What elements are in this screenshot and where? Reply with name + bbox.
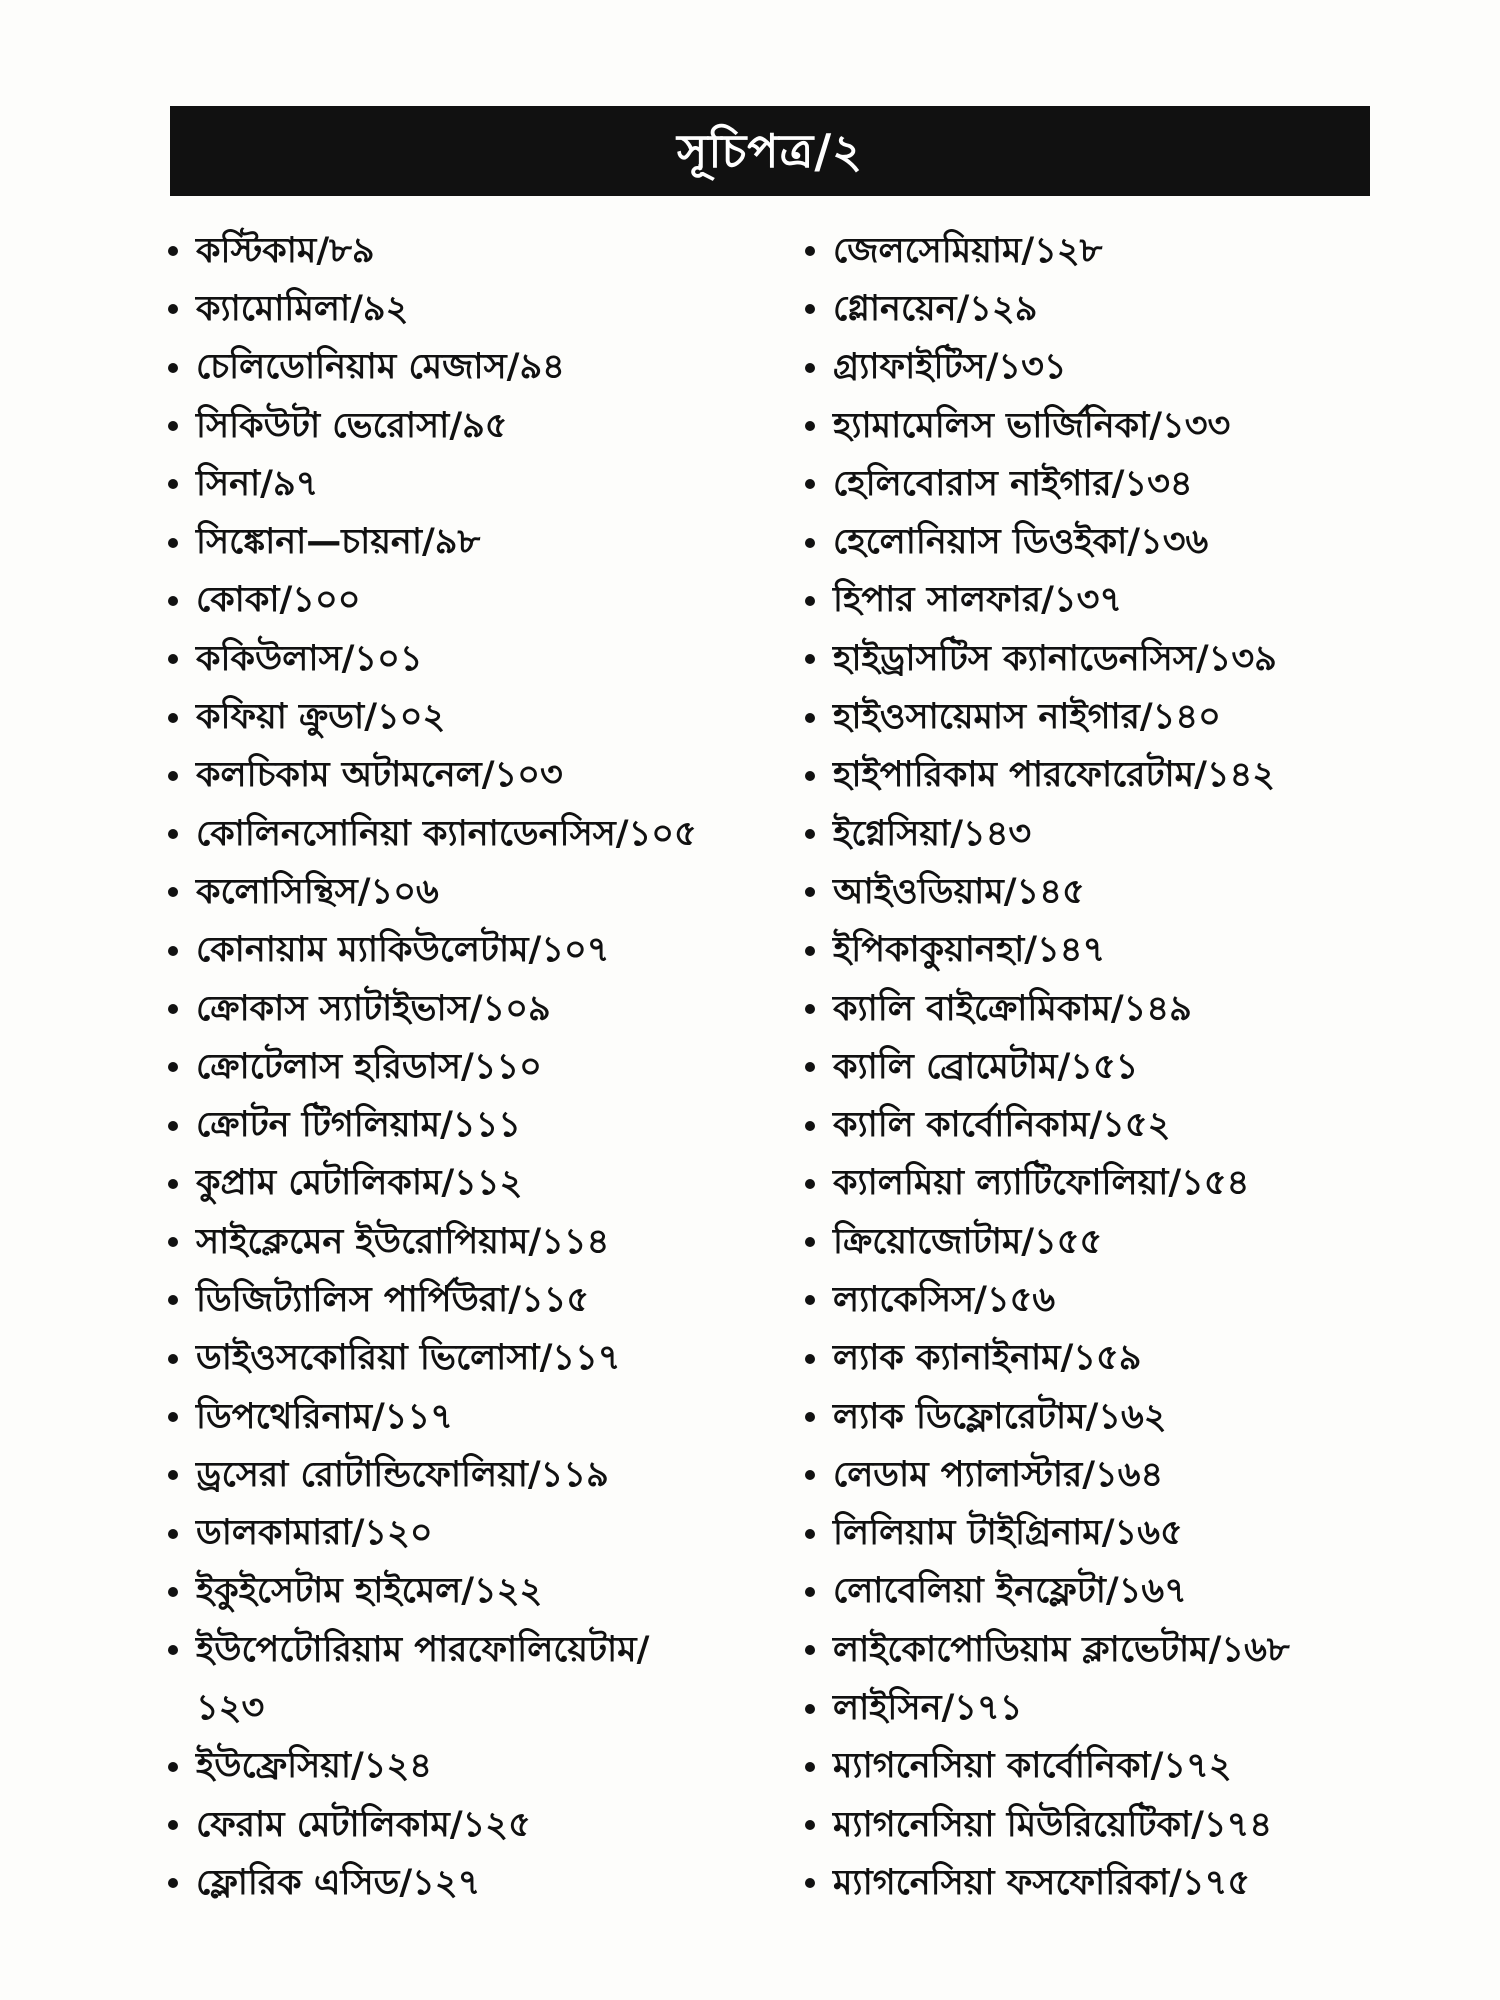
left-column-list bbox=[168, 222, 788, 1913]
bullet-icon bbox=[168, 1237, 178, 1247]
list-item bbox=[805, 1563, 1385, 1621]
list-item bbox=[805, 747, 1385, 805]
list-item bbox=[168, 1563, 788, 1621]
list-item-text: সিকিউটা ভেরোসা/৯৫ bbox=[196, 405, 508, 446]
bullet-icon bbox=[168, 1062, 178, 1072]
list-item-text: জেলসেমিয়াম/১২৮ bbox=[833, 230, 1103, 271]
bullet-icon bbox=[168, 946, 178, 956]
list-item bbox=[805, 572, 1385, 630]
list-item-text: লেডাম প্যালাস্টার/১৬৪ bbox=[833, 1454, 1164, 1495]
header-bar bbox=[170, 106, 1370, 196]
bullet-icon bbox=[168, 1412, 178, 1422]
list-item-text: ইপিকাকুয়ানহা/১৪৭ bbox=[833, 930, 1106, 971]
list-item-text: ল্যাক ডিফ্লোরেটাম/১৬২ bbox=[833, 1396, 1167, 1437]
bullet-icon bbox=[168, 363, 178, 373]
bullet-icon bbox=[805, 1062, 815, 1072]
list-item-text: আইওডিয়াম/১৪৫ bbox=[833, 871, 1085, 912]
bullet-icon bbox=[805, 1704, 815, 1714]
bullet-icon bbox=[168, 1587, 178, 1597]
list-item-text: ম্যাগনেসিয়া কার্বোনিকা/১৭২ bbox=[833, 1746, 1232, 1787]
bullet-icon bbox=[168, 1820, 178, 1830]
list-item bbox=[168, 1096, 788, 1154]
list-item-text: ককিউলাস/১০১ bbox=[196, 638, 423, 679]
list-item bbox=[168, 1155, 788, 1213]
bullet-icon bbox=[805, 1645, 815, 1655]
bullet-icon bbox=[805, 1179, 815, 1189]
list-item bbox=[168, 922, 788, 980]
list-item-text: কস্টিকাম/৮৯ bbox=[196, 230, 375, 271]
list-item-text: গ্র্যাফাইটিস/১৩১ bbox=[833, 347, 1067, 388]
list-item-text: ক্রোটেলাস হরিডাস/১১০ bbox=[196, 1046, 542, 1087]
list-item bbox=[805, 1446, 1385, 1504]
bullet-icon bbox=[805, 887, 815, 897]
bullet-icon bbox=[805, 1237, 815, 1247]
list-item-text: হাইওসায়েমাস নাইগার/১৪০ bbox=[833, 697, 1221, 738]
bullet-icon bbox=[168, 246, 178, 256]
list-item bbox=[805, 280, 1385, 338]
list-item-text: ল্যাকেসিস/১৫৬ bbox=[833, 1279, 1056, 1320]
list-item-text: হিপার সালফার/১৩৭ bbox=[833, 580, 1123, 621]
bullet-icon bbox=[168, 1762, 178, 1772]
list-item bbox=[805, 455, 1385, 513]
list-item-text: হেলিবোরাস নাইগার/১৩৪ bbox=[833, 463, 1193, 504]
bullet-icon bbox=[168, 304, 178, 314]
bullet-icon bbox=[805, 1470, 815, 1480]
bullet-icon bbox=[168, 479, 178, 489]
list-item-text: কফিয়া ক্রুডা/১০২ bbox=[196, 697, 446, 738]
bullet-icon bbox=[805, 1354, 815, 1364]
list-item bbox=[168, 805, 788, 863]
list-item-text: কোকা/১০০ bbox=[196, 580, 361, 621]
list-item bbox=[805, 688, 1385, 746]
bullet-icon bbox=[805, 1295, 815, 1305]
list-item-text: হ্যামামেলিস ভার্জিনিকা/১৩৩ bbox=[833, 405, 1231, 446]
bullet-icon bbox=[168, 829, 178, 839]
bullet-icon bbox=[168, 1295, 178, 1305]
bullet-icon bbox=[805, 829, 815, 839]
list-item bbox=[168, 1505, 788, 1563]
list-item bbox=[805, 1388, 1385, 1446]
list-item bbox=[805, 1213, 1385, 1271]
list-item bbox=[168, 1330, 788, 1388]
list-item bbox=[168, 1621, 788, 1738]
bullet-icon bbox=[168, 538, 178, 548]
list-item bbox=[805, 1155, 1385, 1213]
list-item-text: ফ্লোরিক এসিড/১২৭ bbox=[196, 1862, 481, 1903]
list-item-text: ফেরাম মেটালিকাম/১২৫ bbox=[196, 1804, 531, 1845]
list-item-text: ইউপেটোরিয়াম পারফোলিয়েটাম/১২৩ bbox=[196, 1630, 650, 1729]
list-item bbox=[168, 1213, 788, 1271]
list-item-text: লাইকোপোডিয়াম ক্লাভেটাম/১৬৮ bbox=[833, 1629, 1290, 1670]
list-item bbox=[805, 1621, 1385, 1679]
list-item-text: গ্লোনয়েন/১২৯ bbox=[833, 288, 1038, 329]
list-item bbox=[168, 397, 788, 455]
list-item bbox=[168, 1796, 788, 1854]
list-item-text: ডাইওসকোরিয়া ভিলোসা/১১৭ bbox=[196, 1338, 621, 1379]
list-item bbox=[168, 222, 788, 280]
bullet-icon bbox=[168, 654, 178, 664]
list-item bbox=[805, 1330, 1385, 1388]
list-item bbox=[805, 1796, 1385, 1854]
list-item bbox=[805, 980, 1385, 1038]
list-item bbox=[805, 1505, 1385, 1563]
bullet-icon bbox=[168, 1121, 178, 1131]
bullet-icon bbox=[168, 1004, 178, 1014]
bullet-icon bbox=[168, 1179, 178, 1189]
list-item-text: ক্যালি কার্বোনিকাম/১৫২ bbox=[833, 1105, 1171, 1146]
right-column-list bbox=[805, 222, 1385, 1913]
bullet-icon bbox=[168, 1645, 178, 1655]
list-item bbox=[168, 1038, 788, 1096]
list-item-text: লাইসিন/১৭১ bbox=[833, 1688, 1023, 1729]
list-item bbox=[168, 688, 788, 746]
bullet-icon bbox=[805, 1412, 815, 1422]
bullet-icon bbox=[805, 363, 815, 373]
list-item-text: কলোসিন্থিস/১০৬ bbox=[196, 871, 439, 912]
bullet-icon bbox=[805, 946, 815, 956]
list-item bbox=[805, 397, 1385, 455]
bullet-icon bbox=[805, 1878, 815, 1888]
list-item bbox=[805, 1038, 1385, 1096]
bullet-icon bbox=[168, 713, 178, 723]
list-item-text: ড্রসেরা রোটান্ডিফোলিয়া/১১৯ bbox=[196, 1454, 609, 1495]
list-item bbox=[168, 572, 788, 630]
list-item bbox=[168, 1738, 788, 1796]
bullet-icon bbox=[168, 1470, 178, 1480]
bullet-icon bbox=[805, 596, 815, 606]
bullet-icon bbox=[805, 479, 815, 489]
list-item bbox=[168, 1271, 788, 1329]
bullet-icon bbox=[168, 771, 178, 781]
list-item bbox=[805, 339, 1385, 397]
list-item-text: ল্যাক ক্যানাইনাম/১৫৯ bbox=[833, 1338, 1142, 1379]
list-item bbox=[805, 1854, 1385, 1912]
bullet-icon bbox=[168, 1878, 178, 1888]
list-item-text: সাইক্লেমেন ইউরোপিয়াম/১১৪ bbox=[196, 1221, 610, 1262]
bullet-icon bbox=[805, 1820, 815, 1830]
bullet-icon bbox=[805, 538, 815, 548]
list-item-text: ইগ্নেসিয়া/১৪৩ bbox=[833, 813, 1032, 854]
list-item-text: লিলিয়াম টাইগ্রিনাম/১৬৫ bbox=[833, 1513, 1183, 1554]
list-item-text: হেলোনিয়াস ডিওইকা/১৩৬ bbox=[833, 522, 1209, 563]
list-item bbox=[805, 1738, 1385, 1796]
bullet-icon bbox=[805, 654, 815, 664]
list-item bbox=[168, 630, 788, 688]
bullet-icon bbox=[805, 1121, 815, 1131]
bullet-icon bbox=[805, 771, 815, 781]
bullet-icon bbox=[805, 1529, 815, 1539]
bullet-icon bbox=[805, 1762, 815, 1772]
list-item-text: ক্যালমিয়া ল্যাটিফোলিয়া/১৫৪ bbox=[833, 1163, 1250, 1204]
list-item-text: ক্রোটন টিগলিয়াম/১১১ bbox=[196, 1105, 521, 1146]
list-item-text: ইকুইসেটাম হাইমেল/১২২ bbox=[196, 1571, 543, 1612]
list-item bbox=[168, 339, 788, 397]
list-item-text: ক্যালি ব্রোমেটাম/১৫১ bbox=[833, 1046, 1139, 1087]
list-item bbox=[805, 805, 1385, 863]
list-item-text: ডিজিট্যালিস পার্পিউরা/১১৫ bbox=[196, 1279, 590, 1320]
list-item-text: হাইড্রাসটিস ক্যানাডেনসিস/১৩৯ bbox=[833, 638, 1277, 679]
list-item-text: লোবেলিয়া ইনফ্লেটা/১৬৭ bbox=[833, 1571, 1187, 1612]
list-item bbox=[805, 513, 1385, 571]
list-item-text: ডিপথেরিনাম/১১৭ bbox=[196, 1396, 453, 1437]
list-item-text: ম্যাগনেসিয়া ফসফোরিকা/১৭৫ bbox=[833, 1862, 1251, 1903]
bullet-icon bbox=[168, 596, 178, 606]
list-item-text: ক্রিয়োজোটাম/১৫৫ bbox=[833, 1221, 1103, 1262]
list-item bbox=[805, 1096, 1385, 1154]
bullet-icon bbox=[168, 421, 178, 431]
bullet-icon bbox=[805, 304, 815, 314]
page-title: সূচিপত্র/২ bbox=[676, 124, 864, 178]
list-item bbox=[168, 863, 788, 921]
bullet-icon bbox=[168, 1354, 178, 1364]
list-item-text: কোলিনসোনিয়া ক্যানাডেনসিস/১০৫ bbox=[196, 813, 697, 854]
list-item bbox=[168, 513, 788, 571]
list-item bbox=[168, 1854, 788, 1912]
bullet-icon bbox=[805, 713, 815, 723]
list-item bbox=[168, 455, 788, 513]
list-item-text: ক্যামোমিলা/৯২ bbox=[196, 288, 409, 329]
list-item bbox=[168, 1446, 788, 1504]
list-item bbox=[168, 280, 788, 338]
list-item-text: ইউফ্রেসিয়া/১২৪ bbox=[196, 1746, 432, 1787]
list-item bbox=[168, 1388, 788, 1446]
list-item bbox=[805, 1679, 1385, 1737]
bullet-icon bbox=[805, 246, 815, 256]
bullet-icon bbox=[805, 1587, 815, 1597]
list-item bbox=[805, 863, 1385, 921]
list-item-text: সিঙ্কোনা—চায়না/৯৮ bbox=[196, 522, 481, 563]
list-item-text: কুপ্রাম মেটালিকাম/১১২ bbox=[196, 1163, 523, 1204]
list-item-text: কলচিকাম অটামনেল/১০৩ bbox=[196, 755, 563, 796]
list-item bbox=[805, 630, 1385, 688]
list-item-text: চেলিডোনিয়াম মেজাস/৯৪ bbox=[196, 347, 565, 388]
list-item-text: ক্যালি বাইক্রোমিকাম/১৪৯ bbox=[833, 988, 1192, 1029]
list-item bbox=[168, 747, 788, 805]
list-item-text: হাইপারিকাম পারফোরেটাম/১৪২ bbox=[833, 755, 1276, 796]
list-item-text: সিনা/৯৭ bbox=[196, 463, 319, 504]
bullet-icon bbox=[805, 1004, 815, 1014]
list-item bbox=[805, 1271, 1385, 1329]
list-item-text: ক্রোকাস স্যাটাইভাস/১০৯ bbox=[196, 988, 551, 1029]
list-item-text: কোনায়াম ম্যাকিউলেটাম/১০৭ bbox=[196, 930, 610, 971]
list-item bbox=[805, 222, 1385, 280]
list-item bbox=[805, 922, 1385, 980]
bullet-icon bbox=[805, 421, 815, 431]
list-item-text: ডালকামারা/১২০ bbox=[196, 1513, 433, 1554]
list-item-text: ম্যাগনেসিয়া মিউরিয়েটিকা/১৭৪ bbox=[833, 1804, 1273, 1845]
bullet-icon bbox=[168, 887, 178, 897]
bullet-icon bbox=[168, 1529, 178, 1539]
list-item bbox=[168, 980, 788, 1038]
